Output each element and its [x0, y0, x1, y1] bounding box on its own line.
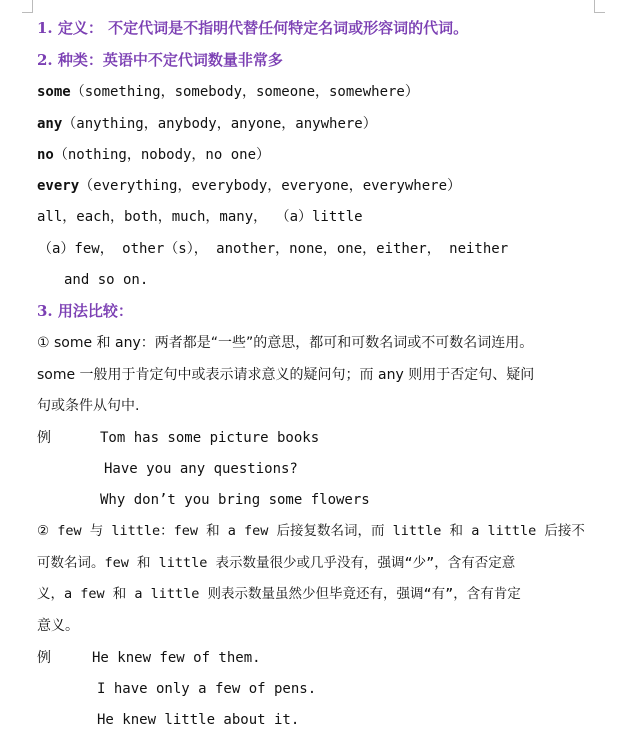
- section1-line3: 句或条件从句中.: [37, 398, 140, 414]
- section1-example-3: Why don’t you bring some flowers: [100, 492, 370, 508]
- heading-usage: 3. 用法比较：: [37, 302, 133, 320]
- section2-line1: ② few 与 little：few 和 a few 后接复数名词，而 little 和 a little 后接不: [37, 523, 585, 539]
- heading-types: 2. 种类：英语中不定代词数量非常多: [37, 51, 283, 69]
- term-some: some: [37, 84, 71, 100]
- section2-example-1: He knew few of them.: [92, 650, 261, 666]
- term-any-examples: （anything，anybody，anyone，anywhere）: [62, 116, 377, 132]
- page-corner-mark-right: [594, 0, 605, 13]
- section2-example-3: He knew little about it.: [97, 712, 300, 728]
- list-item-some: [37, 82, 419, 102]
- list-item-every: [37, 176, 461, 196]
- list-item-any: [37, 114, 377, 134]
- page-corner-mark-left: [22, 0, 33, 13]
- section1-example-label: 例: [37, 430, 51, 446]
- term-no-examples: （nothing，nobody，no one）: [53, 147, 271, 163]
- term-some-examples: （something，somebody，someone，somewhere）: [70, 84, 419, 100]
- term-no: no: [37, 147, 54, 163]
- section2-line2: 可数名词。few 和 little 表示数量很少或几乎没有，强调“少”，含有否定意: [37, 555, 516, 571]
- section2-example-2: I have only a few of pens.: [97, 681, 317, 697]
- section1-example-1: Tom has some picture books: [100, 430, 320, 446]
- section2-example-label: 例: [37, 650, 51, 666]
- section1-line1: ① some 和 any：两者都是“一些”的意思，都可和可数名词或不可数名词连用。: [37, 335, 534, 351]
- section1-line2: some 一般用于肯定句中或表示请求意义的疑问句；而 any 则用于否定句、疑问: [37, 367, 535, 383]
- section1-example-2: Have you any questions?: [104, 461, 298, 477]
- term-any: any: [37, 116, 63, 132]
- list-line-and-so-on: and so on.: [64, 272, 149, 288]
- section2-line3: 义，a few 和 a little 则表示数量虽然少但毕竟还有，强调“有”，含有肯定: [37, 586, 521, 602]
- list-line-all-each: all，each，both，much，many， （a）little: [37, 209, 363, 225]
- term-every-examples: （everything，everybody，everyone，everywhere）: [79, 178, 462, 194]
- section2-line4: 意义。: [37, 618, 79, 634]
- term-every: every: [37, 178, 80, 194]
- list-item-no: [37, 145, 270, 165]
- heading-definition: 1. 定义： 不定代词是不指明代替任何特定名词或形容词的代词。: [37, 19, 469, 37]
- list-line-few-other: （a）few， other（s）， another，none，one，either， neither: [38, 241, 509, 257]
